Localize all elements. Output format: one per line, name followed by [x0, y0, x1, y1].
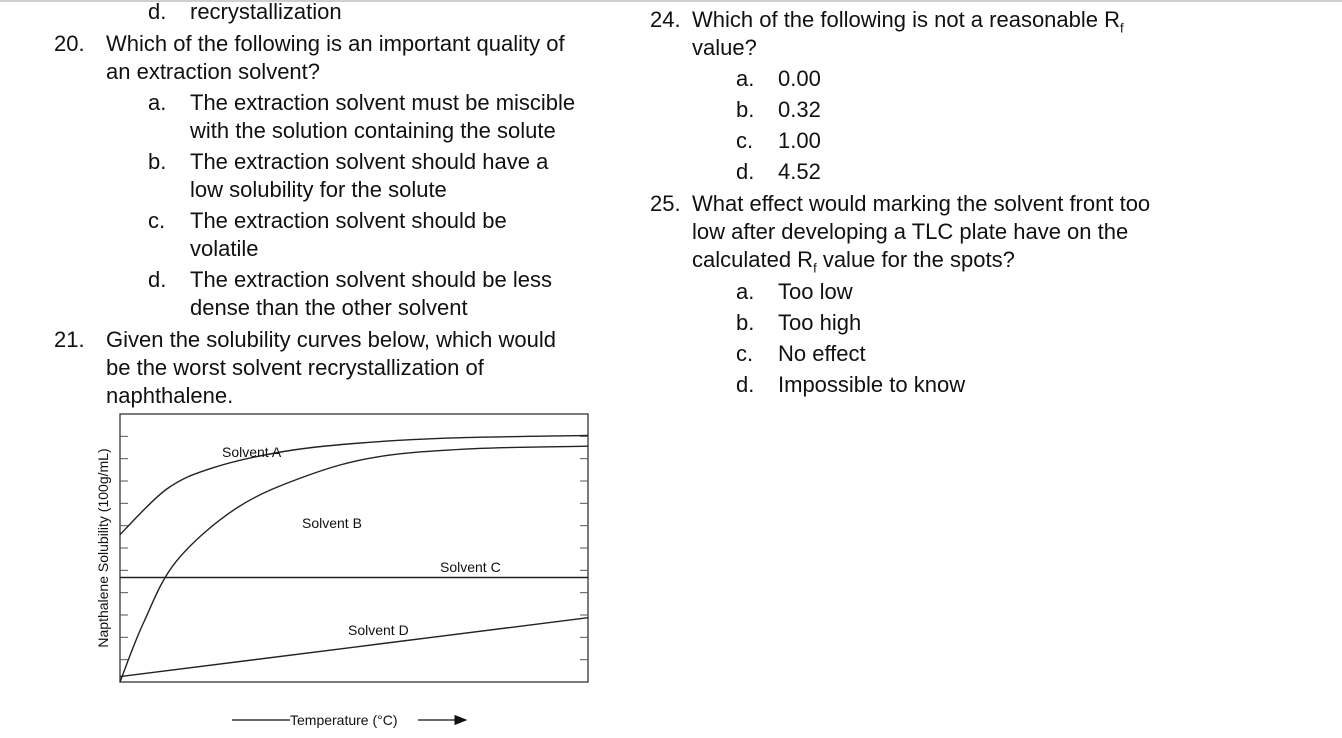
option-a-line1: The extraction solvent must be miscible: [190, 90, 576, 115]
option-letter-d: d.: [736, 159, 755, 184]
option-b-line1: The extraction solvent should have a: [190, 149, 549, 174]
option-d-line2: dense than the other solvent: [190, 295, 468, 320]
option-c-text: No effect: [778, 341, 866, 366]
question-number: 20.: [54, 31, 85, 56]
option-c-line2: volatile: [190, 236, 259, 261]
option-letter-d: d.: [736, 372, 755, 397]
question-stem-line3: calculated $R_f$ value for the spots?: [692, 247, 1015, 276]
question-stem-line1: Given the solubility curves below, which would: [106, 327, 557, 352]
series-label-solvent-b: Solvent B: [302, 515, 362, 531]
option-d-text: 4.52: [778, 159, 821, 184]
option-letter-a: a.: [148, 90, 167, 115]
option-b-text: Too high: [778, 310, 862, 335]
question-stem-line1: Which of the following is not a reasonable $R_f$: [692, 7, 1124, 36]
y-axis-label: Napthalene Solubility (100g/mL): [95, 448, 111, 648]
option-b-line2: low solubility for the solute: [190, 177, 447, 202]
option-a-text: Too low: [778, 279, 853, 304]
chart-frame: [120, 414, 588, 682]
option-c-line1: The extraction solvent should be: [190, 208, 507, 233]
question-stem-line2: an extraction solvent?: [106, 59, 321, 84]
option-letter: d.: [148, 0, 167, 24]
series-label-solvent-a: Solvent A: [222, 444, 282, 460]
option-letter-b: b.: [736, 97, 755, 122]
question-number: 24.: [650, 7, 681, 32]
question-stem-line3: naphthalene.: [106, 383, 234, 408]
option-text: recrystallization: [190, 0, 342, 24]
question-stem-line1: What effect would marking the solvent front too: [692, 191, 1151, 216]
option-a-line2: with the solution containing the solute: [190, 118, 556, 143]
option-d-text: Impossible to know: [778, 372, 966, 397]
option-letter-b: b.: [148, 149, 167, 174]
subscript-f: f: [1120, 20, 1124, 36]
question-number: 21.: [54, 327, 85, 352]
question-stem-line2: be the worst solvent recrystallization of: [106, 355, 484, 380]
question-stem-line1: Which of the following is an important quality of: [106, 31, 565, 56]
series-label-solvent-c: Solvent C: [440, 559, 501, 575]
question-stem-line2: value?: [692, 35, 757, 60]
option-letter-d: d.: [148, 267, 167, 292]
option-letter-c: c.: [736, 128, 754, 153]
option-a-text: 0.00: [778, 66, 821, 91]
solubility-chart: [0, 400, 620, 738]
question-number: 25.: [650, 191, 681, 216]
question-stem-line2: low after developing a TLC plate have on the: [692, 219, 1129, 244]
option-letter-a: a.: [736, 279, 755, 304]
option-d-line1: The extraction solvent should be less: [190, 267, 552, 292]
option-c-text: 1.00: [778, 128, 821, 153]
subscript-f: f: [813, 260, 817, 276]
series-label-solvent-d: Solvent D: [348, 622, 409, 638]
series-lines: [120, 435, 588, 682]
option-letter-c: c.: [148, 208, 166, 233]
option-b-text: 0.32: [778, 97, 821, 122]
option-letter-a: a.: [736, 66, 755, 91]
x-axis-label: Temperature (°C): [290, 712, 398, 728]
option-letter-c: c.: [736, 341, 754, 366]
option-letter-b: b.: [736, 310, 755, 335]
